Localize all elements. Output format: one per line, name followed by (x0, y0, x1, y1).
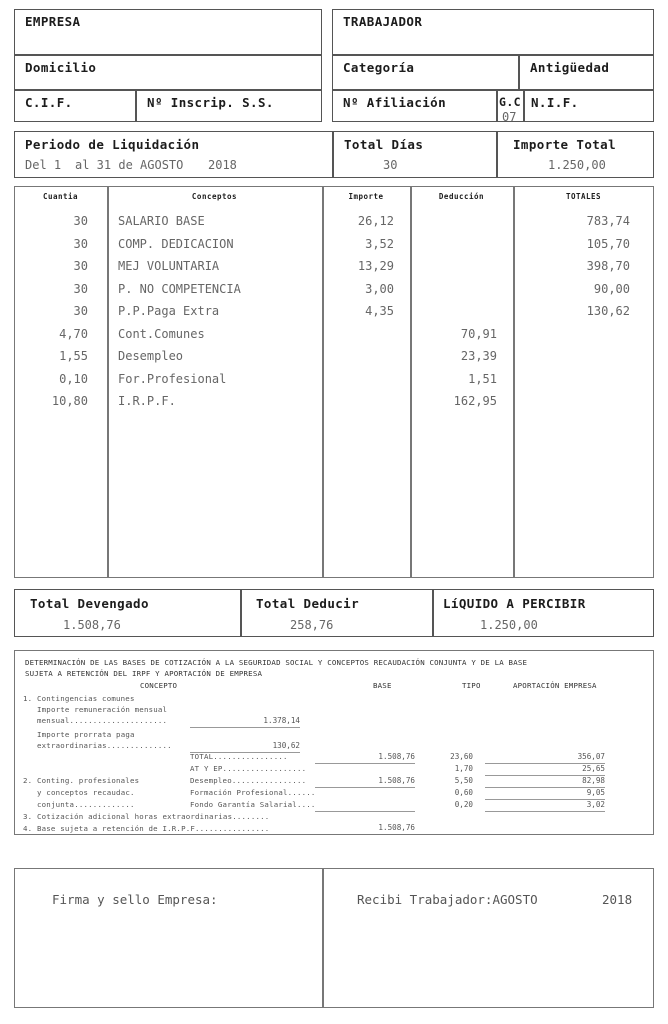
bases-fogasa-label: Fondo Garantía Salarial.... (190, 800, 316, 809)
cell-total: 130,62 (586, 304, 630, 318)
firma-empresa-label[interactable]: Firma y sello Empresa: (52, 892, 218, 907)
bases-item1-sub1-value: 1.378,14 (263, 716, 300, 725)
bases-rule-10 (315, 811, 415, 812)
recibi-trabajador-label[interactable]: Recibi Trabajador:AGOSTO (357, 892, 538, 907)
bases-cotizacion-box (14, 650, 654, 835)
bases-rule-3 (315, 763, 415, 764)
cell-concepto: SALARIO BASE (118, 214, 205, 228)
bases-desempleo-base: 1.508,76 (378, 776, 415, 785)
cell-total: 90,00 (593, 281, 630, 296)
grupo-cotizacion-value: 07 (502, 110, 517, 124)
empresa-label: EMPRESA (25, 14, 81, 29)
cell-cuantia: 30 (73, 259, 88, 273)
cell-importe: 4,35 (365, 304, 394, 318)
totals-divider-1 (240, 589, 242, 637)
bases-item1-sub1a: Importe remuneración mensual (37, 705, 168, 714)
cell-concepto: P. NO COMPETENCIA (118, 281, 241, 296)
bases-rule-9 (485, 811, 605, 812)
empresa-divider-1 (14, 54, 322, 56)
cell-cuantia: 30 (73, 214, 88, 228)
cell-concepto: COMP. DEDICACION (118, 236, 234, 251)
bases-item1-sub2a: Importe prorrata paga (37, 730, 135, 739)
categoria-label: Categoría (343, 60, 415, 75)
cell-importe: 3,00 (365, 281, 394, 296)
bases-item4: 4. Base sujeta a retención de I.R.P.F................ (23, 824, 270, 833)
periodo-del: Del 1 (25, 158, 62, 172)
bases-item2-line2: y conceptos recaudac. (37, 788, 135, 797)
cell-total: 783,74 (586, 214, 630, 228)
bases-col-tipo: TIPO (462, 681, 481, 690)
trabajador-divider-5 (523, 89, 525, 122)
inscripcion-ss-label: Nº Inscrip. S.S. (147, 95, 274, 110)
empresa-divider-2 (14, 89, 322, 91)
bases-fogasa-tipo: 0,20 (454, 800, 473, 809)
bases-item4-base: 1.508,76 (378, 823, 415, 832)
cell-total: 398,70 (586, 259, 630, 273)
totals-divider-2 (432, 589, 434, 637)
bases-atep-aport: 25,65 (582, 764, 605, 773)
bases-rule-6 (315, 787, 415, 788)
bases-desempleo-label: Desempleo................ (190, 776, 307, 785)
liquido-percibir-value: 1.250,00 (480, 618, 538, 632)
cell-cuantia: 30 (73, 304, 88, 318)
bases-formacion-label: Formación Profesional...... (190, 788, 316, 797)
cell-concepto: Cont.Comunes (118, 326, 205, 341)
cell-total: 105,70 (586, 236, 630, 251)
concepts-col-divider-1 (107, 186, 109, 578)
bases-item3: 3. Cotización adicional horas extraordinarias........ (23, 812, 270, 821)
cell-deduccion: 23,39 (460, 349, 497, 363)
grupo-cotizacion-label: G.C (499, 95, 521, 109)
periodo-al: al 31 de AGOSTO (75, 158, 184, 172)
cell-concepto: Desempleo (118, 349, 184, 363)
signature-box (14, 868, 654, 1008)
periodo-divider-2 (496, 131, 498, 178)
importe-total-label: Importe Total (513, 137, 617, 152)
bases-formacion-aport: 9,05 (586, 788, 605, 797)
periodo-divider-1 (332, 131, 334, 178)
bases-item1-sub2b: extraordinarias.............. (37, 741, 172, 750)
empresa-divider-3 (135, 89, 137, 122)
trabajador-divider-4 (496, 89, 498, 122)
cell-cuantia: 10,80 (51, 394, 88, 408)
bases-col-concepto: CONCEPTO (140, 681, 178, 690)
trabajador-divider-2 (332, 89, 654, 91)
cell-concepto: I.R.P.F. (118, 394, 176, 408)
cell-concepto: P.P.Paga Extra (118, 304, 220, 318)
bases-col-base: BASE (373, 681, 392, 690)
col-header-conceptos: Conceptos (191, 192, 238, 201)
col-header-deduccion: Deducción (438, 192, 485, 201)
bases-col-aportacion: APORTACIÓN EMPRESA (513, 681, 597, 690)
cell-importe: 26,12 (357, 214, 394, 228)
nif-label: N.I.F. (531, 95, 579, 110)
bases-total-tipo: 23,60 (450, 752, 473, 761)
total-deducir-label: Total Deducir (256, 596, 360, 611)
bases-total-label: TOTAL................ (190, 752, 288, 761)
bases-title-line2: SUJETA A RETENCIÓN DEL IRPF Y APORTACIÓN DE EMPRESA (25, 669, 263, 678)
cell-importe: 3,52 (365, 236, 394, 251)
signature-divider (322, 868, 324, 1008)
periodo-label: Periodo de Liquidación (25, 137, 200, 152)
cell-deduccion: 70,91 (460, 326, 497, 341)
cell-cuantia: 0,10 (59, 371, 88, 386)
total-devengado-value: 1.508,76 (63, 618, 121, 632)
col-header-totales: TOTALES (565, 192, 602, 201)
cell-concepto: MEJ VOLUNTARIA (118, 259, 220, 273)
periodo-anio: 2018 (208, 158, 237, 172)
bases-item1-sub1b: mensual..................... (37, 716, 168, 725)
total-devengado-label: Total Devengado (30, 596, 149, 611)
trabajador-divider-3 (518, 54, 520, 89)
bases-desempleo-aport: 82,98 (582, 776, 605, 785)
total-dias-label: Total Días (344, 137, 424, 152)
trabajador-label: TRABAJADOR (343, 14, 423, 29)
bases-item1-sub2-value: 130,62 (272, 741, 300, 750)
col-header-importe: Importe (348, 192, 384, 201)
domicilio-label: Domicilio (25, 60, 97, 75)
cell-concepto: For.Profesional (118, 371, 227, 386)
cell-cuantia: 4,70 (59, 326, 88, 341)
cif-label: C.I.F. (25, 95, 73, 110)
total-deducir-value: 258,76 (290, 618, 334, 632)
cell-cuantia: 1,55 (59, 349, 88, 363)
bases-item1: 1. Contingencias comunes (23, 694, 135, 703)
recibi-trabajador-year: 2018 (602, 892, 633, 907)
antiguedad-label: Antigüedad (530, 60, 610, 75)
bases-total-aport: 356,07 (577, 752, 605, 761)
cell-deduccion: 1,51 (468, 371, 497, 386)
cell-importe: 13,29 (357, 259, 394, 273)
bases-total-base: 1.508,76 (378, 752, 415, 761)
trabajador-divider-1 (332, 54, 654, 56)
importe-total-value: 1.250,00 (548, 158, 606, 172)
bases-title-line1: DETERMINACIÓN DE LAS BASES DE COTIZACIÓN A LA SEGURIDAD SOCIAL Y CONCEPTOS RECAUDACIÓN CONJUNTA Y DE LA BASE (25, 658, 528, 667)
bases-fogasa-aport: 3,02 (586, 800, 605, 809)
bases-atep-tipo: 1,70 (454, 764, 473, 773)
bases-formacion-tipo: 0,60 (454, 788, 473, 797)
total-dias-value: 30 (383, 158, 398, 172)
bases-item2-line3: conjunta............. (37, 800, 135, 809)
col-header-cuantia: Cuantia (42, 192, 79, 201)
afiliacion-label: Nº Afiliación (343, 95, 447, 110)
cell-cuantia: 30 (73, 281, 88, 296)
cell-cuantia: 30 (73, 236, 88, 251)
bases-atep-label: AT Y EP.................. (190, 764, 307, 773)
bases-desempleo-tipo: 5,50 (454, 776, 473, 785)
liquido-percibir-label: LíQUIDO A PERCIBIR (443, 596, 586, 611)
bases-rule-1 (190, 727, 300, 728)
cell-deduccion: 162,95 (453, 394, 497, 408)
bases-item2-line1: 2. Conting. profesionales (23, 776, 140, 785)
